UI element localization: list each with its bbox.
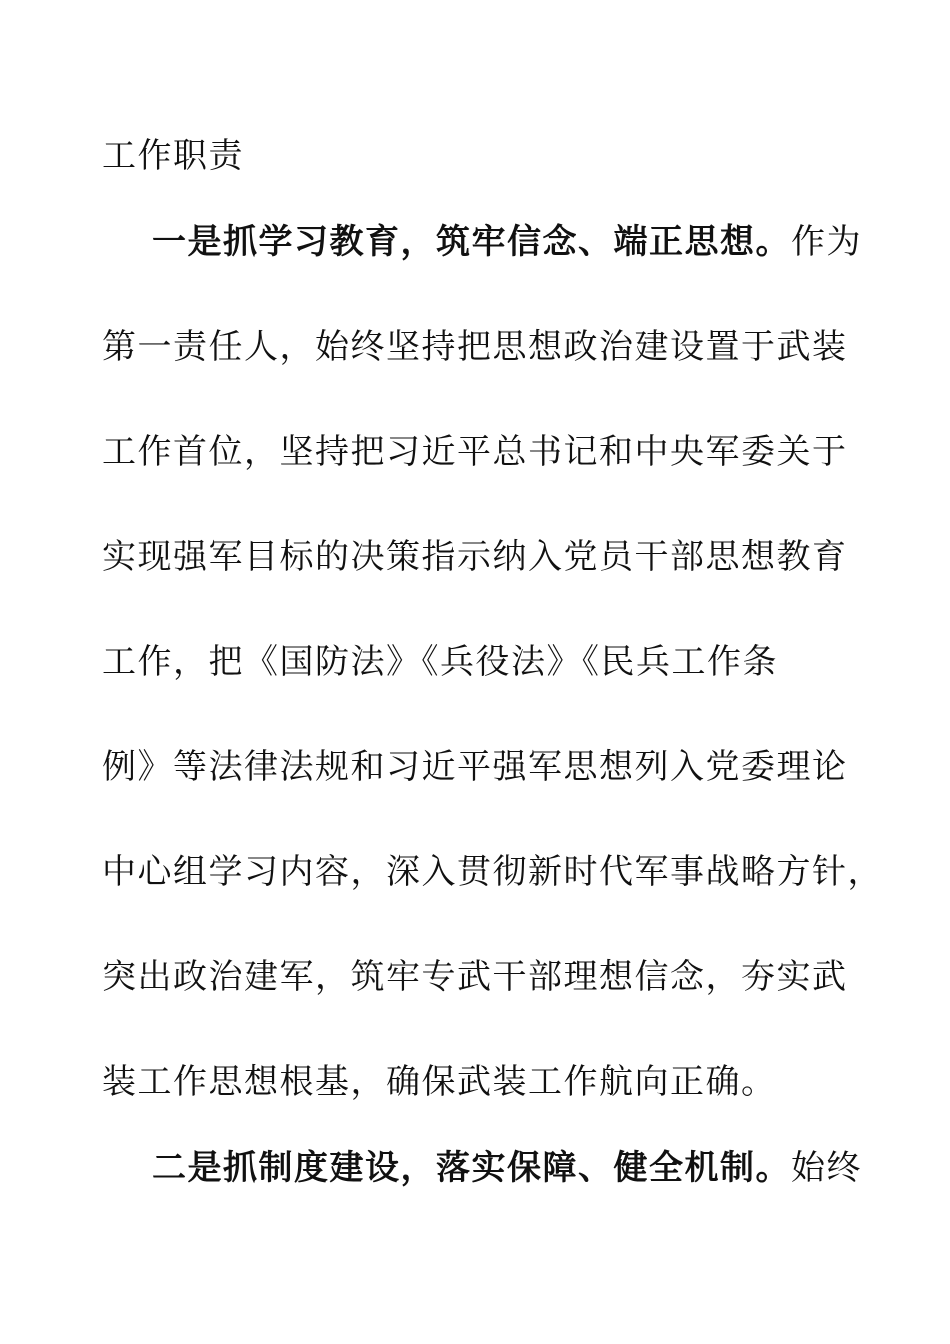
paragraph-1-text: 作为	[791, 222, 862, 262]
paragraph-1-line: 工作首位，坚持把习近平总书记和中央军委关于	[102, 432, 848, 472]
paragraph-1-line: 中心组学习内容，深入贯彻新时代军事战略方针，	[102, 852, 883, 892]
paragraph-1-line: 例》等法律法规和习近平强军思想列入党委理论	[102, 747, 848, 787]
paragraph-2-first-line	[152, 1148, 932, 1188]
paragraph-1-line: 工作，把《国防法》《兵役法》《民兵工作条	[102, 642, 778, 682]
paragraph-2-text: 始终	[791, 1148, 862, 1188]
paragraph-1-first-line	[152, 222, 932, 262]
paragraph-1-line: 实现强军目标的决策指示纳入党员干部思想教育	[102, 537, 848, 577]
paragraph-1-line: 突出政治建军，筑牢专武干部理想信念，夯实武	[102, 957, 848, 997]
section-title: 工作职责	[102, 136, 244, 176]
paragraph-1-line: 装工作思想根基，确保武装工作航向正确。	[102, 1062, 777, 1102]
paragraph-2-heading: 二是抓制度建设，落实保障、健全机制。	[152, 1148, 791, 1188]
paragraph-1-line: 第一责任人，始终坚持把思想政治建设置于武装	[102, 327, 848, 367]
paragraph-1-heading: 一是抓学习教育，筑牢信念、端正思想。	[152, 222, 791, 262]
